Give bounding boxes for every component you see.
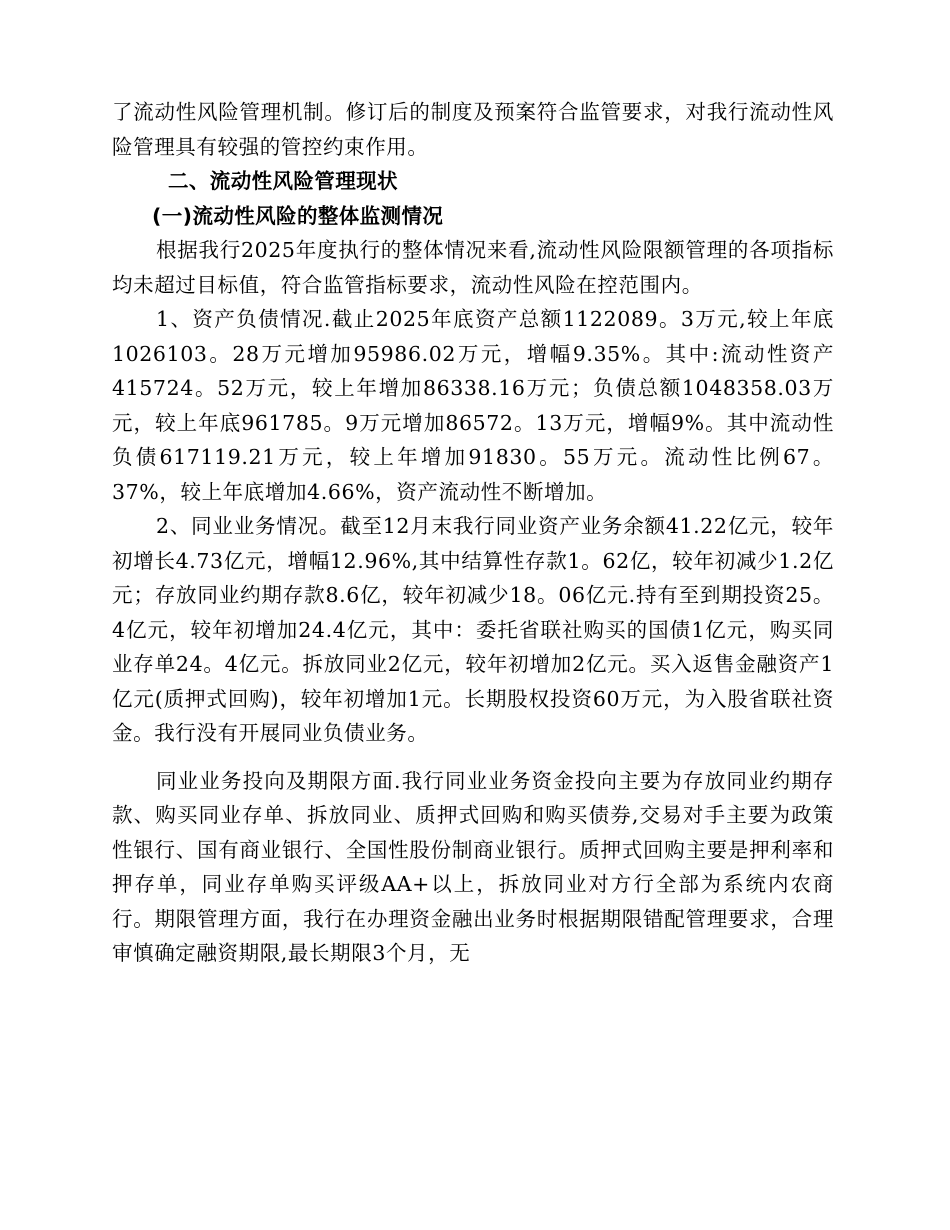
paragraph-interbank-business: 2、同业业务情况。截至12月末我行同业资产业务余额41.22亿元，较年初增长4.73亿元，增幅12.96%,其中结算性存款1。62亿，较年初减少1.2亿元；存放同业约期存款8.6亿，较年初减少18。06亿元.持有至到期投资25。4亿元，较年初增加24.4亿元，其中：委托省联社购买的国债1亿元，购买同业存单24。4亿元。拆放同业2亿元，较年初增加2亿元。买入返售金融资产1亿元(质押式回购)，较年初增加1元。长期股权投资60万元，为入股省联社资金。我行没有开展同业负债业务。 (112, 514, 834, 745)
section-heading: 二、流动性风险管理现状 (168, 169, 398, 193)
paragraph-interbank-direction: 同业业务投向及期限方面.我行同业业务资金投向主要为存放同业约期存款、购买同业存单、拆放同业、质押式回购和购买债券,交易对手主要为政策性银行、国有商业银行、全国性股份制商业银行。质押式回购主要是押利率和押存单，同业存单购买评级AA+以上，拆放同业对方行全部为系统内农商行。期限管理方面，我行在办理资金融出业务时根据期限错配管理要求，合理审慎确定融资期限,最长期限3个月，无 (112, 768, 834, 965)
subsection-heading: (一)流动性风险的整体监测情况 (152, 203, 444, 228)
paragraph-gap (112, 751, 834, 764)
paragraph-continuation: 了流动性风险管理机制。修订后的制度及预案符合监管要求，对我行流动性风险管理具有较强的管控约束作用。 (112, 100, 834, 159)
document-body (112, 95, 834, 971)
paragraph-overview: 根据我行2025年度执行的整体情况来看,流动性风险限额管理的各项指标均未超过目标值，符合监管指标要求，流动性风险在控范围内。 (112, 238, 834, 297)
paragraph-assets-liabilities: 1、资产负债情况.截止2025年底资产总额1122089。3万元,较上年底1026103。28万元增加95986.02万元，增幅9.35%。其中:流动性资产415724。52万元，较上年增加86338.16万元；负债总额1048358.03万元，较上年底961785。9万元增加86572。13万元，增幅9%。其中流动性负债617119.21万元，较上年增加91830。55万元。流动性比例67。37%，较上年底增加4.66%，资产流动性不断增加。 (112, 307, 834, 504)
